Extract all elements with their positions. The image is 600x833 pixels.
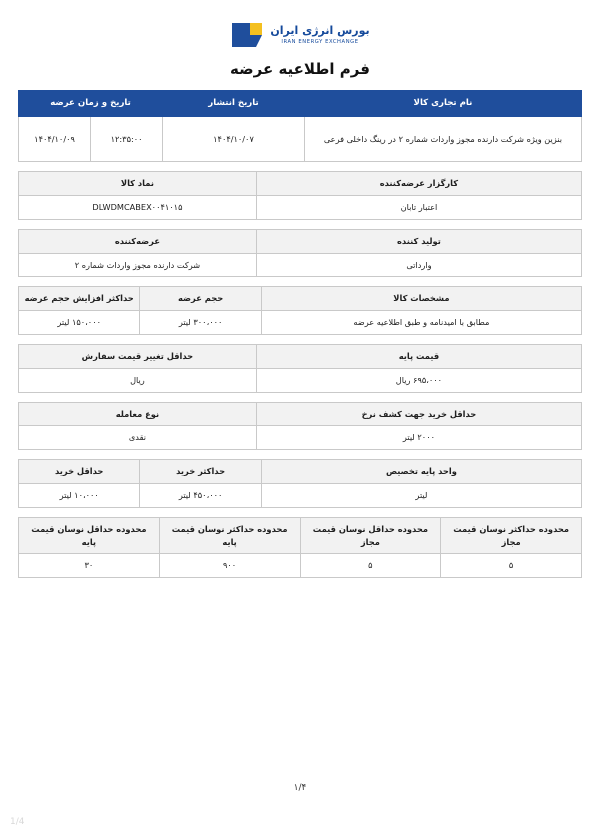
cell-offer-date: ۱۴۰۴/۱۰/۰۹ [19, 117, 91, 162]
table-row [19, 368, 582, 392]
cell-min-price-change: ریال [19, 368, 257, 392]
table-header-row [19, 345, 582, 369]
cell-symbol: DLWDMCABEX۰۰۴۱۰۱۵ [19, 196, 257, 220]
cell-broker: اعتبار تابان [256, 196, 581, 220]
exchange-logo [18, 20, 582, 50]
cell-max-purchase: ۴۵۰،۰۰۰ لیتر [140, 483, 261, 507]
cell-product-name: بنزین ویژه شرکت دارنده مجوز واردات شماره ۲ در رینگ داخلی فرعی [304, 117, 581, 162]
table-header-row [19, 402, 582, 426]
cell-min-allowed-fluctuation: ۵ [300, 554, 441, 578]
table-header-row [19, 287, 582, 311]
header-max-purchase: حداکثر خرید [140, 460, 261, 484]
table-row [19, 426, 582, 450]
header-max-base-fluctuation: محدوده حداکثر نوسان قیمت پایه [159, 517, 300, 554]
table-row [19, 196, 582, 220]
header-min-price-change: حداقل تغییر قیمت سفارش [19, 345, 257, 369]
page-title: فرم اطلاعیه عرضه [230, 60, 370, 78]
cell-min-base-fluctuation: ۳۰ [19, 554, 160, 578]
logo-name-fa: بورس انرژی ایران [270, 24, 370, 37]
footer-faint-mark: 1/4 [10, 817, 25, 827]
cell-max-base-fluctuation: ۹۰۰ [159, 554, 300, 578]
header-producer: تولید کننده [256, 229, 581, 253]
header-min-purchase: حداقل خرید [19, 460, 140, 484]
header-max-volume-increase: حداکثر افزایش حجم عرضه [19, 287, 140, 311]
table-specs-volume [18, 286, 582, 335]
table-announcement-header [18, 90, 582, 162]
table-row [19, 253, 582, 277]
header-supplier: عرضه‌کننده [19, 229, 257, 253]
header-broker: کارگزار عرضه‌کننده [256, 172, 581, 196]
cell-supplier: شرکت دارنده مجوز واردات شماره ۲ [19, 253, 257, 277]
logo-name-en: IRAN ENERGY EXCHANGE [281, 38, 359, 45]
table-header-row [19, 91, 582, 117]
table-row [19, 311, 582, 335]
header-min-purchase-discovery: حداقل خرید جهت کشف نرخ [256, 402, 581, 426]
header-offer-datetime: تاریخ و زمان عرضه [19, 91, 163, 117]
cell-offer-volume: ۳۰۰،۰۰۰ لیتر [140, 311, 261, 335]
cell-min-purchase-discovery: ۲۰۰۰ لیتر [256, 426, 581, 450]
table-header-row [19, 517, 582, 554]
logo-wordmark [270, 25, 369, 45]
header-min-allowed-fluctuation: محدوده حداقل نوسان قیمت مجاز [300, 517, 441, 554]
table-row [19, 117, 582, 162]
header-publish-date: تاریخ انتشار [163, 91, 305, 117]
table-base-price [18, 344, 582, 393]
cell-max-allowed-fluctuation: ۵ [441, 554, 582, 578]
cell-max-volume-increase: ۱۵۰،۰۰۰ لیتر [19, 311, 140, 335]
table-header-row [19, 460, 582, 484]
header-product-name: نام تجاری کالا [304, 91, 581, 117]
table-producer-supplier [18, 229, 582, 278]
header-min-base-fluctuation: محدوده حداقل نوسان قیمت پایه [19, 517, 160, 554]
table-min-purchase-deal-type [18, 402, 582, 451]
cell-allocation-unit: لیتر [261, 483, 581, 507]
table-allocation-unit [18, 459, 582, 508]
table-broker-symbol [18, 171, 582, 220]
header-symbol: نماد کالا [19, 172, 257, 196]
header-max-allowed-fluctuation: محدوده حداکثر نوسان قیمت مجاز [441, 517, 582, 554]
table-header-row [19, 172, 582, 196]
header-base-price: قیمت پایه [256, 345, 581, 369]
table-price-fluctuation-limits [18, 517, 582, 578]
cell-publish-date: ۱۴۰۴/۱۰/۰۷ [163, 117, 305, 162]
table-row [19, 483, 582, 507]
header-offer-volume: حجم عرضه [140, 287, 261, 311]
header-specs: مشخصات کالا [261, 287, 581, 311]
logo-icon [230, 20, 264, 50]
cell-producer: وارداتی [256, 253, 581, 277]
cell-min-purchase: ۱۰،۰۰۰ لیتر [19, 483, 140, 507]
cell-base-price: ۶۹۵،۰۰۰ ریال [256, 368, 581, 392]
cell-specs: مطابق با امیدنامه و طبق اطلاعیه عرضه [261, 311, 581, 335]
cell-offer-time: ۱۲:۳۵:۰۰ [91, 117, 163, 162]
table-row [19, 554, 582, 578]
header-deal-type: نوع معامله [19, 402, 257, 426]
table-header-row [19, 229, 582, 253]
cell-deal-type: نقدی [19, 426, 257, 450]
header-allocation-unit: واحد پایه تخصیص [261, 460, 581, 484]
page-number: ۱/۴ [293, 783, 307, 793]
